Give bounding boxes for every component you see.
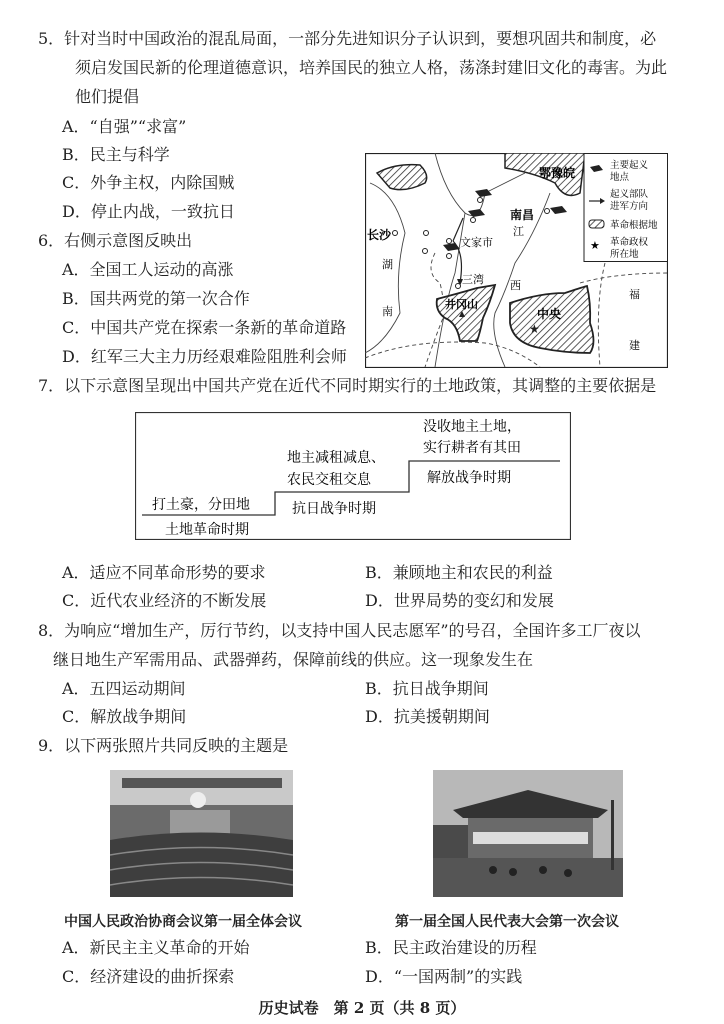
step2-policy-2: 农民交租交息 (287, 472, 371, 488)
q5-option-b[interactable]: B．民主与科学 (62, 145, 170, 164)
svg-text:主要起义: 主要起义 (610, 160, 649, 171)
place-changsha: 长沙 (367, 228, 392, 242)
q6-option-c[interactable]: C．中国共产党在探索一条新的革命道路 (62, 318, 347, 337)
place-central: 中央 (537, 307, 562, 321)
q8-option-a[interactable]: A．五四运动期间 (62, 679, 186, 698)
place-wenjiashi: 文家市 (460, 236, 493, 249)
star-icon: ★ (529, 322, 540, 336)
q5-stem-line-3: 他们提倡 (75, 87, 140, 106)
hatch-icon (589, 220, 604, 228)
q8-stem-line-1: 8．为响应“增加生产，厉行节约，以支持中国人民志愿军”的号召，全国许多工厂夜以 (38, 621, 641, 640)
q7-option-b[interactable]: B．兼顾地主和农民的利益 (365, 563, 553, 582)
q6-option-d[interactable]: D．红军三大主力历经艰难险阻胜利会师 (62, 347, 347, 366)
caption-photo-2: 第一届全国人民代表大会第一次会议 (395, 914, 619, 930)
province-label: 建 (629, 339, 640, 352)
svg-text:地点: 地点 (610, 172, 630, 183)
q9-option-c[interactable]: C．经济建设的曲折探索 (62, 967, 235, 986)
svg-text:进军方向: 进军方向 (610, 201, 649, 212)
q5-option-d[interactable]: D．停止内战，一致抗日 (62, 202, 235, 221)
step3-period: 解放战争时期 (427, 470, 511, 486)
province-label: 南 (382, 305, 393, 318)
q7-option-d[interactable]: D．世界局势的变幻和发展 (365, 591, 554, 610)
q9-stem: 9．以下两张照片共同反映的主题是 (38, 736, 289, 755)
star-icon: ★ (590, 239, 600, 252)
q6-option-a[interactable]: A．全国工人运动的高涨 (62, 260, 234, 279)
map-legend (584, 154, 668, 262)
q7-option-c[interactable]: C．近代农业经济的不断发展 (62, 591, 267, 610)
svg-text:起义部队: 起义部队 (610, 189, 649, 200)
svg-text:革命根据地: 革命根据地 (610, 220, 658, 231)
q8-stem-line-2: 继日地生产军需用品、武器弹药，保障前线的供应。这一现象发生在 (53, 650, 534, 669)
step1-policy: 打土豪，分田地 (152, 497, 250, 513)
place-sanwan: 三湾 (462, 273, 484, 286)
place-nanchang: 南昌 (510, 208, 535, 222)
q6-stem: 6．右侧示意图反映出 (38, 231, 193, 250)
step3-policy-1: 没收地主土地， (423, 419, 521, 435)
q9-option-b[interactable]: B．民主政治建设的历程 (365, 938, 537, 957)
q5-stem-line-2: 须启发国民新的伦理道德意识，培养国民的独立人格，荡涤封建旧文化的毒害。为此 (75, 58, 668, 77)
svg-text:革命政权: 革命政权 (610, 237, 649, 248)
q8-option-b[interactable]: B．抗日战争期间 (365, 679, 489, 698)
step3-policy-2: 实行耕者有其田 (423, 440, 521, 456)
q9-option-a[interactable]: A．新民主主义革命的开始 (62, 938, 250, 957)
q8-option-c[interactable]: C．解放战争期间 (62, 707, 187, 726)
step1-period: 土地革命时期 (165, 522, 249, 538)
land-policy-diagram (135, 412, 571, 540)
q7-option-a[interactable]: A．适应不同革命形势的要求 (62, 563, 266, 582)
step2-policy-1: 地主减租减息、 (287, 450, 385, 466)
page-footer: 历史试卷 第 2 页（共 8 页） (258, 999, 466, 1017)
q5-option-a[interactable]: A．“自强”“求富” (62, 117, 187, 136)
q8-option-d[interactable]: D．抗美援朝期间 (365, 707, 490, 726)
province-label: 江 (513, 225, 524, 238)
q6-option-b[interactable]: B．国共两党的第一次合作 (62, 289, 250, 308)
q7-stem: 7．以下示意图呈现出中国共产党在近代不同时期实行的土地政策，其调整的主要依据是 (38, 376, 657, 395)
revolution-map (365, 153, 668, 368)
province-label: 湖 (382, 258, 393, 271)
photo-npc-meeting (433, 770, 623, 897)
photo-cppcc-meeting (110, 770, 293, 897)
q9-option-d[interactable]: D．“一国两制”的实践 (365, 967, 523, 986)
step2-period: 抗日战争时期 (292, 501, 376, 517)
caption-photo-1: 中国人民政治协商会议第一届全体会议 (64, 914, 302, 930)
q5-option-c[interactable]: C．外争主权，内除国贼 (62, 173, 235, 192)
place-jinggangshan: 井冈山 (445, 298, 478, 311)
q5-stem-line-1: 5．针对当时中国政治的混乱局面，一部分先进知识分子认识到，要想巩固共和制度，必 (38, 29, 657, 48)
province-label: 西 (510, 279, 521, 292)
svg-text:所在地: 所在地 (610, 249, 639, 260)
province-label: 福 (629, 288, 640, 301)
place-eyuwan: 鄂豫皖 (539, 166, 576, 180)
